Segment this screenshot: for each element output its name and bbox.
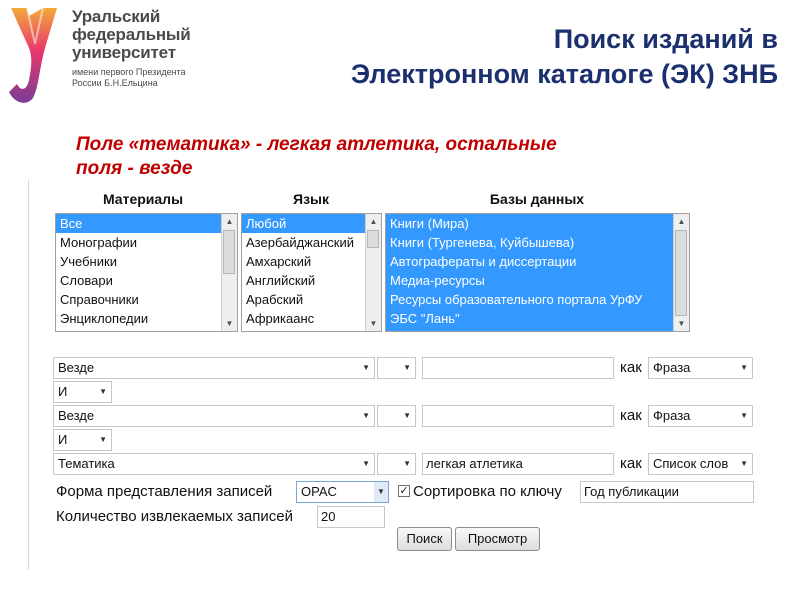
list-item[interactable]: Учебники xyxy=(60,254,117,269)
chevron-down-icon: ▼ xyxy=(99,387,107,396)
chevron-down-icon: ▼ xyxy=(740,363,748,372)
list-item[interactable]: ЭБС "Лань" xyxy=(390,311,460,326)
field-select-value: Тематика xyxy=(58,456,115,471)
list-item[interactable]: Медиа-ресурсы xyxy=(390,273,485,288)
list-item[interactable]: Справочники xyxy=(60,292,139,307)
sort-checkbox[interactable]: ✓ xyxy=(399,485,409,497)
logo-line: Уральский xyxy=(72,7,161,26)
materials-listbox[interactable] xyxy=(55,213,238,332)
count-label: Количество извлекаемых записей xyxy=(56,508,293,525)
panel-divider xyxy=(28,180,29,570)
scroll-thumb[interactable] xyxy=(223,230,235,274)
chevron-down-icon: ▼ xyxy=(374,482,388,502)
kak-label: как xyxy=(620,407,642,424)
format-label: Форма представления записей xyxy=(56,483,273,500)
field-select[interactable] xyxy=(53,453,375,475)
list-item[interactable]: Монографии xyxy=(60,235,138,250)
subtitle-line-1: Поле «тематика» - легкая атлетика, остальные xyxy=(76,134,557,155)
field-select[interactable] xyxy=(53,405,375,427)
list-item[interactable]: Ресурсы образовательного портала УрФУ xyxy=(390,292,643,307)
page-title xyxy=(351,22,778,92)
list-item[interactable]: Арабский xyxy=(246,292,304,307)
list-item[interactable]: Азербайджанский xyxy=(246,235,354,250)
format-select[interactable] xyxy=(296,481,389,503)
logo-subline: имени первого Президента xyxy=(72,67,186,77)
list-item[interactable]: Словари xyxy=(60,273,113,288)
chevron-down-icon: ▼ xyxy=(403,363,411,372)
scrollbar[interactable] xyxy=(221,214,237,331)
list-item[interactable]: Любой xyxy=(242,214,381,233)
chevron-down-icon: ▼ xyxy=(740,459,748,468)
materials-header: Материалы xyxy=(102,191,184,207)
operator-select-value: И xyxy=(58,432,68,447)
search-term-input[interactable]: легкая атлетика xyxy=(422,453,614,475)
chevron-down-icon: ▼ xyxy=(362,459,370,468)
sort-key-input[interactable]: Год публикации xyxy=(580,481,754,503)
chevron-down-icon: ▼ xyxy=(403,459,411,468)
list-item[interactable]: Амхарский xyxy=(246,254,312,269)
count-input[interactable]: 20 xyxy=(317,506,385,528)
field-select[interactable] xyxy=(53,357,375,379)
kak-label: как xyxy=(620,359,642,376)
list-item[interactable]: Книги (Мира) xyxy=(390,216,469,231)
scroll-up-icon[interactable]: ▲ xyxy=(225,217,234,226)
logo-line: федеральный xyxy=(72,25,191,44)
scroll-thumb[interactable] xyxy=(675,230,687,316)
operator-select-value: И xyxy=(58,384,68,399)
mode-select[interactable] xyxy=(648,357,753,379)
subtitle xyxy=(76,133,726,181)
mode-select-value: Список слов xyxy=(653,456,729,471)
scroll-up-icon[interactable]: ▲ xyxy=(677,217,686,226)
sort-label: Сортировка по ключу xyxy=(413,483,562,500)
title-line-2: Электронном каталоге (ЭК) ЗНБ xyxy=(350,59,778,89)
university-logo-text xyxy=(72,8,212,89)
logo-subline: России Б.Н.Ельцина xyxy=(72,78,158,88)
modifier-select[interactable] xyxy=(377,357,416,379)
scroll-up-icon[interactable]: ▲ xyxy=(369,217,378,226)
scrollbar[interactable] xyxy=(365,214,381,331)
operator-select[interactable] xyxy=(53,381,112,403)
mode-select-value: Фраза xyxy=(653,408,691,423)
language-listbox[interactable] xyxy=(241,213,382,332)
language-header: Язык xyxy=(293,191,329,207)
chevron-down-icon: ▼ xyxy=(740,411,748,420)
university-logo-mark xyxy=(5,6,65,106)
list-item[interactable]: Английский xyxy=(246,273,316,288)
modifier-select[interactable] xyxy=(377,453,416,475)
subtitle-line-2: поля - везде xyxy=(76,158,193,179)
logo-line: университет xyxy=(72,43,176,62)
title-line-1: Поиск изданий в xyxy=(553,24,778,54)
chevron-down-icon: ▼ xyxy=(99,435,107,444)
scroll-down-icon[interactable]: ▼ xyxy=(225,319,234,328)
list-item[interactable]: Автографераты и диссертации xyxy=(390,254,577,269)
mode-select[interactable] xyxy=(648,453,753,475)
list-item[interactable]: Энциклопедии xyxy=(60,311,149,326)
search-button[interactable]: Поиск xyxy=(397,527,452,551)
chevron-down-icon: ▼ xyxy=(362,411,370,420)
scroll-down-icon[interactable]: ▼ xyxy=(369,319,378,328)
scroll-thumb[interactable] xyxy=(367,230,379,248)
field-select-value: Везде xyxy=(58,408,95,423)
mode-select[interactable] xyxy=(648,405,753,427)
scrollbar[interactable] xyxy=(673,214,689,331)
field-select-value: Везде xyxy=(58,360,95,375)
chevron-down-icon: ▼ xyxy=(362,363,370,372)
format-select-value: OPAC xyxy=(301,484,337,499)
chevron-down-icon: ▼ xyxy=(403,411,411,420)
search-term-input[interactable] xyxy=(422,405,614,427)
operator-select[interactable] xyxy=(53,429,112,451)
list-item[interactable]: Африкаанс xyxy=(246,311,315,326)
databases-header: Базы данных xyxy=(489,191,585,207)
mode-select-value: Фраза xyxy=(653,360,691,375)
modifier-select[interactable] xyxy=(377,405,416,427)
kak-label: как xyxy=(620,455,642,472)
view-button[interactable]: Просмотр xyxy=(455,527,540,551)
list-item[interactable]: Книги (Тургенева, Куйбышева) xyxy=(390,235,575,250)
list-item[interactable]: Все xyxy=(56,214,237,233)
search-term-input[interactable] xyxy=(422,357,614,379)
databases-listbox[interactable] xyxy=(385,213,690,332)
scroll-down-icon[interactable]: ▼ xyxy=(677,319,686,328)
